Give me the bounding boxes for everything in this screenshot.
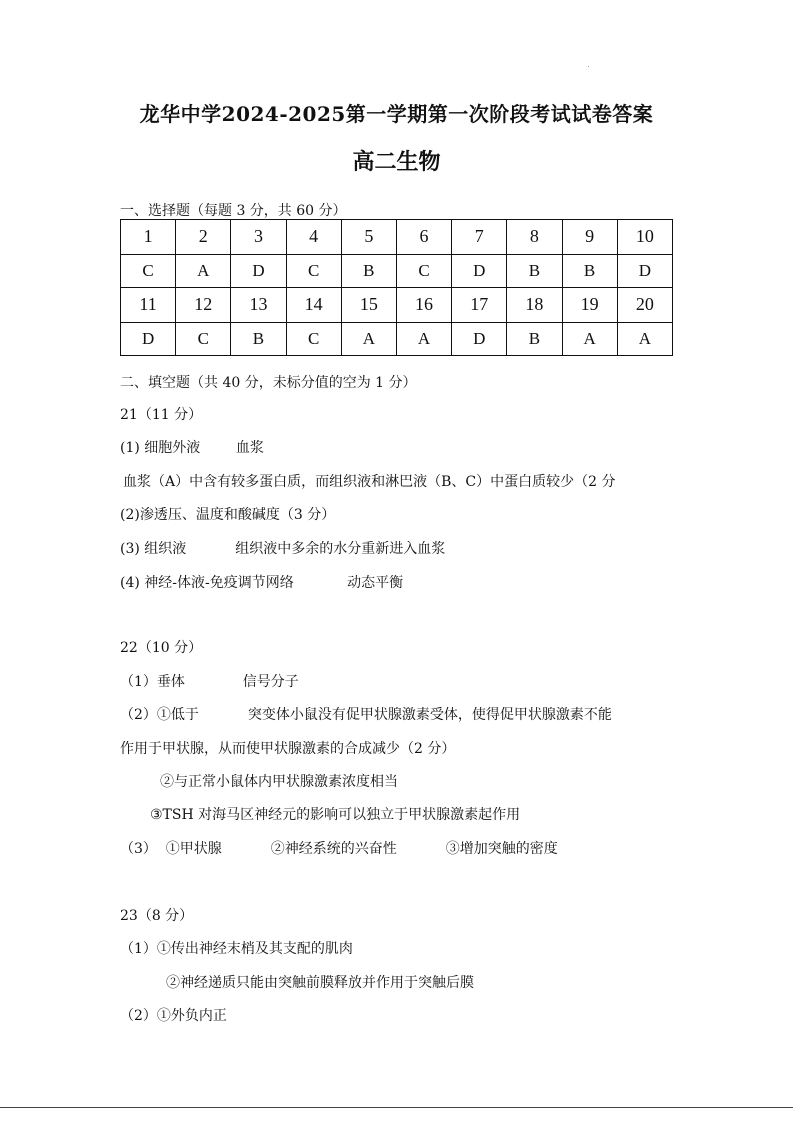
answer-letter-cell: D [452,254,507,287]
q23-part1-sub2: ②神经递质只能由突触前膜释放并作用于突触后膜 [166,975,474,991]
question-number-cell: 11 [121,287,176,322]
answer-letter-cell: C [176,322,231,355]
question-number-cell: 10 [617,220,672,255]
q22-part3: （3） ①甲状腺 ②神经系统的兴奋性 ③增加突触的密度 [120,841,558,857]
answer-letter-cell: C [286,254,341,287]
q22-part2: （2）①低于 突变体小鼠没有促甲状腺激素受体，使得促甲状腺激素不能 [120,707,612,723]
question-number-cell: 13 [231,287,286,322]
answer-letter-cell: D [231,254,286,287]
question-number-cell: 4 [286,220,341,255]
q22-part2-sub3: ③TSH 对海马区神经元的影响可以独立于甲状腺激素起作用 [150,807,521,823]
answer-letter-cell: A [617,322,672,355]
answer-letter-cell: C [396,254,451,287]
question-number-cell: 14 [286,287,341,322]
answer-letter-cell: A [176,254,231,287]
q23-part1: （1）①传出神经末梢及其支配的肌肉 [120,941,353,957]
answer-letter-cell: A [341,322,396,355]
answer-letter-cell: B [507,322,562,355]
question-number-cell: 8 [507,220,562,255]
question-number-cell: 12 [176,287,231,322]
answer-letter-row [121,254,673,287]
answer-letter-cell: D [617,254,672,287]
q21-part4: (4) 神经-体液-免疫调节网络 动态平衡 [120,575,404,591]
question-number-cell: 2 [176,220,231,255]
q21-part1: (1) 细胞外液 血浆 [120,440,264,456]
q21-heading: 21（11 分） [120,407,203,423]
answer-letter-cell: B [507,254,562,287]
q22-heading: 22（10 分） [120,640,203,656]
question-number-cell: 17 [452,287,507,322]
answer-letter-cell: B [231,322,286,355]
question-number-cell: 7 [452,220,507,255]
q21-part2: (2)渗透压、温度和酸碱度（3 分） [120,507,336,523]
q23-heading: 23（8 分） [120,908,194,924]
q22-part1: （1）垂体 信号分子 [120,674,299,690]
q22-part2-sub2: ②与正常小鼠体内甲状腺激素浓度相当 [160,774,398,790]
question-number-cell: 9 [562,220,617,255]
question-number-cell: 16 [396,287,451,322]
q23-part2: （2）①外负内正 [120,1008,227,1024]
question-number-cell: 5 [341,220,396,255]
q21-part1-explanation: 血浆（A）中含有较多蛋白质，而组织液和淋巴液（B、C）中蛋白质较少（2 分 [123,474,616,490]
q21-part3: (3) 组织液 组织液中多余的水分重新进入血浆 [120,541,446,557]
answer-letter-cell: B [562,254,617,287]
question-number-cell: 20 [617,287,672,322]
answer-letter-cell: C [121,254,176,287]
answer-letter-cell: C [286,322,341,355]
section1-heading: 一、选择题（每题 3 分，共 60 分） [120,203,347,219]
section2-heading: 二、填空题（共 40 分，未标分值的空为 1 分） [120,375,417,391]
answer-letter-cell: B [341,254,396,287]
question-number-cell: 6 [396,220,451,255]
q22-part2-continued: 作用于甲状腺，从而使甲状腺激素的合成减少（2 分） [120,741,456,757]
answer-letter-cell: D [121,322,176,355]
answer-letter-cell: A [396,322,451,355]
question-number-cell: 3 [231,220,286,255]
question-number-row [121,220,673,255]
answer-letter-cell: A [562,322,617,355]
question-number-cell: 18 [507,287,562,322]
question-number-cell: 1 [121,220,176,255]
stray-dot [588,66,589,67]
page-subtitle: 高二生物 [352,149,441,175]
answer-letter-row [121,322,673,355]
answer-letter-cell: D [452,322,507,355]
page-title: 龙华中学2024-2025第一学期第一次阶段考试试卷答案 [139,102,654,126]
question-number-row [121,287,673,322]
question-number-cell: 15 [341,287,396,322]
footer-divider [0,1107,793,1108]
answer-table [120,219,673,356]
question-number-cell: 19 [562,287,617,322]
